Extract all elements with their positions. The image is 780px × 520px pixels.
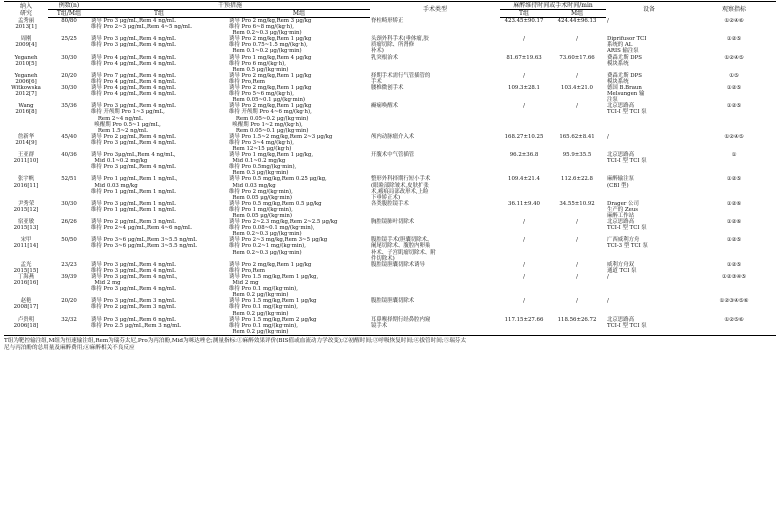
table-row bbox=[4, 176, 776, 200]
m-group-dosing-cell: 诱导 Pro 2 mg/kg,Rem 1 μg/kg 维持 Pro,Rem bbox=[229, 261, 312, 274]
outcomes-cell: ①②⑤ bbox=[726, 176, 742, 183]
cases-cell: 39/39 bbox=[61, 273, 77, 280]
header-cases: 例数(n) bbox=[58, 2, 80, 9]
equipment-cell: 北京思路高 TCI-I 型 TCI 泵 bbox=[607, 219, 647, 232]
t-group-time-cell: 117.15±27.66 bbox=[500, 317, 548, 336]
surgery-type-cell: 头颈外科手术(垂体瘤,胶 质瘤切除、所肾修 补术) bbox=[371, 36, 429, 55]
table-row bbox=[4, 134, 776, 152]
surgery-type-cell: 脊柱畸形矫正 bbox=[371, 17, 404, 24]
t-group-dosing-cell: 诱导 Pro 3~6 μg/mL,Rem 3~5.5 ng/mL 维持 Pro 3~6 μg/mL,Rem 3~5.5 ng/mL bbox=[91, 237, 197, 250]
equipment-cell: / bbox=[607, 17, 609, 24]
table-footnote: T组为靶控输注组,M组为恒速输注组,Rem为瑞芬太尼,Pro为丙泊酚,Mid为咪达唑仑;测量指标:①麻醉效果评价(BIS值或血流动力学改变);②初醒时间;③呼吸恢复时间;④拔管时间;⑤瑞芬太 尼与丙泊酚的总用量及麻醉费用;⑥麻醉相关不良反应 bbox=[4, 337, 467, 352]
m-group-dosing-cell: 诱导 Pro 2~2.3 mg/kg,Rem 2~2.5 μg/kg 维持 Pro 0.08~0.1 mg/(kg·min), Rem 0.2~0.3 μg/(kg·min) bbox=[229, 219, 338, 238]
cases-cell: 30/30 bbox=[61, 200, 77, 207]
cases-cell: 45/40 bbox=[61, 133, 77, 140]
table-row bbox=[4, 201, 776, 219]
m-group-dosing-cell: 诱导 Pro 2 mg/kg,Rem 1 μg/kg 维持 Pro 0.75~1.5 mg/(kg·h), Rem 0.1~0.2 μg/(kg·min) bbox=[229, 36, 312, 55]
m-group-dosing-cell: 诱导 Pro 1.5 mg/kg,Rem 2 μg/kg 维持 Pro 0.1 mg/(kg·min), Rem 0.2 μg/(kg·min) bbox=[228, 317, 370, 336]
header-cases-sub: T组/M组 bbox=[48, 10, 90, 18]
study-cell: 宿亚敏 2015[13] bbox=[13, 219, 39, 232]
t-group-time-cell: / bbox=[523, 219, 525, 226]
cases-cell: 26/26 bbox=[61, 219, 77, 226]
surgery-type-cell: 腹腔镜胆囊切除术 bbox=[371, 298, 415, 305]
m-group-time-cell: 103.4±21.0 bbox=[561, 85, 593, 92]
surgery-type-cell: 乳突根治术 bbox=[371, 54, 398, 61]
m-group-time-cell: / bbox=[576, 36, 578, 43]
header-t-group: T组 bbox=[90, 10, 228, 18]
equipment-cell: 费森尤斯 DPS 模块系统 bbox=[607, 72, 642, 85]
equipment-cell: 德国 B.Braun Melsungen 输 注泵 bbox=[607, 85, 645, 104]
study-cell: Yeganeh 2010[5] bbox=[14, 54, 38, 67]
surgery-type-cell: 耳鼻喉择期行经鼻腔内窥 镜手术 bbox=[370, 317, 500, 336]
cases-cell: 20/20 bbox=[61, 72, 77, 79]
t-group-dosing-cell: 诱导 Pro 3μg/mL,Rem 4 ng/mL, Mid 0.1~0.2 mg/kg 维持 Pro 3 μg/mL,Rem 4 ng/mL bbox=[91, 152, 176, 171]
m-group-time-cell: / bbox=[576, 261, 578, 268]
t-group-time-cell: / bbox=[523, 261, 525, 268]
cases-cell: 52/51 bbox=[61, 176, 77, 183]
outcomes-cell: ①②④⑤ bbox=[724, 133, 744, 140]
equipment-cell: / bbox=[607, 273, 609, 280]
t-group-time-cell: 423.45±90.17 bbox=[504, 18, 544, 24]
t-group-time-cell: / bbox=[523, 273, 525, 280]
table-row bbox=[4, 18, 776, 37]
outcomes-cell: ①②③④⑤ bbox=[721, 273, 747, 280]
study-cell: 赵艳 2008[17] bbox=[13, 298, 39, 311]
m-group-dosing-cell: 诱导 Pro 2 mg/kg,Rem 1 μg/kg 维持 开颅期 Pro 4~6 mg/(kg·h), Rem 0.05~0.2 μg/(kg·min) 唤醒期 Pro 1~2 mg/(kg·h), Rem 0.05~0.1 μg/(kg·min) bbox=[229, 103, 312, 134]
table-row bbox=[4, 262, 776, 274]
outcomes-cell: ①②⑤ bbox=[726, 36, 742, 43]
table-row bbox=[4, 298, 776, 316]
cases-cell: 25/25 bbox=[61, 36, 77, 43]
m-group-dosing-cell: 诱导 Pro 0.5 mg/kg,Rem 0.25 μg/kg, Mid 0.03 mg/kg 维持 Pro 2 mg/(kg·min), Rem 0.05 μg/(kg·min) bbox=[229, 176, 327, 201]
study-cell: 丁海燕 2016[16] bbox=[13, 273, 39, 287]
surgery-type-cell: 腹腔镜胆囊切除术诱导 bbox=[371, 261, 425, 268]
table-row bbox=[4, 274, 776, 298]
t-group-time-cell: / bbox=[523, 103, 525, 110]
m-group-dosing-cell: 诱导 Pro 1.5~2 mg/kg,Rem 2~3 μg/kg 维持 Pro 3~4 mg/(kg·h), Rem 12~15 μg/(kg·h) bbox=[229, 133, 333, 152]
m-group-time-cell: 112.6±22.8 bbox=[561, 176, 593, 183]
t-group-dosing-cell: 诱导 Pro 3 μg/mL,Rem 4 ng/mL, Mid 2 mg 维持 Pro 3 μg/mL,Rem 4 ng/mL bbox=[91, 273, 178, 293]
t-group-time-cell: 109.4±21.4 bbox=[508, 176, 540, 183]
study-cell: Wang 2016[8] bbox=[15, 103, 37, 116]
equipment-cell: 北京思路高 TCI-I 型 TCI 泵 bbox=[607, 152, 647, 165]
equipment-cell: 北京思路高 TCI-I 型 TCI 泵 bbox=[606, 317, 692, 336]
t-group-time-cell: 109.3±28.1 bbox=[508, 85, 540, 92]
outcomes-cell: ①②④⑤ bbox=[724, 54, 744, 61]
m-group-time-cell: / bbox=[576, 103, 578, 110]
table-row bbox=[4, 85, 776, 103]
outcomes-cell: ①②③④⑤⑥ bbox=[719, 298, 749, 305]
header-time-t: T组 bbox=[500, 10, 548, 18]
equipment-cell: 北京思路高 TCI-I 型 TCI 泵 bbox=[607, 103, 647, 116]
study-cell: 孟秀丽 2013[1] bbox=[15, 17, 37, 30]
table-row bbox=[4, 55, 776, 73]
table-row bbox=[4, 219, 776, 237]
m-group-time-cell: 95.9±35.5 bbox=[562, 152, 592, 159]
equipment-cell: / bbox=[607, 298, 609, 305]
study-cell: 詹新华 2014[9] bbox=[15, 133, 37, 146]
table-row bbox=[4, 103, 776, 133]
cases-cell: 23/23 bbox=[61, 261, 77, 268]
surgery-type-cell: 腰椎微创手术 bbox=[371, 85, 404, 92]
t-group-time-cell: / bbox=[523, 298, 525, 305]
equipment-cell: / bbox=[607, 133, 609, 140]
study-cell: 周刚 2009[4] bbox=[15, 36, 37, 49]
header-time: 麻醉维持时间或手术时间/min bbox=[513, 2, 593, 9]
m-group-dosing-cell: 诱导 Pro 1.5 mg/kg,Rem 1 μg/kg 维持 Pro 0.1 mg/(kg·min), Rem 0.2 μg/(kg·min) bbox=[229, 298, 317, 317]
m-group-time-cell: 165.62±8.41 bbox=[559, 133, 595, 140]
cases-cell: 35/36 bbox=[61, 103, 77, 110]
equipment-cell: 费森尤斯 DPS 模块系统 bbox=[607, 54, 642, 67]
outcomes-cell: ①②⑤ bbox=[726, 237, 742, 244]
header-study: 纳入 研究 bbox=[19, 2, 32, 17]
header-time-m: M组 bbox=[548, 10, 606, 18]
surgery-type-cell: 各类腹腔镜手术 bbox=[371, 200, 409, 207]
t-group-dosing-cell: 诱导 Pro 3 μg/mL,Rem 4 ng/mL 维持 Pro 3 μg/mL,Rem 4 ng/mL bbox=[91, 36, 176, 49]
t-group-dosing-cell: 诱导 Pro 3 μg/mL,Rem 4 ng/mL 维持 Pro 2~3 μg/mL,Rem 4~5 ng/mL bbox=[91, 18, 192, 31]
m-group-time-cell: 424.44±96.13 bbox=[557, 18, 597, 24]
t-group-dosing-cell: 诱导 Pro 1 μg/mL,Rem 1 ng/mL, Mid 0.03 mg/kg 维持 Pro 1 μg/mL,Rem 1 ng/mL bbox=[91, 176, 178, 195]
table-header bbox=[4, 2, 776, 18]
t-group-dosing-cell: 诱导 Pro 4 μg/mL,Rem 4 ng/mL 维持 Pro 4 μg/mL,Rem 4 ng/mL bbox=[91, 85, 176, 98]
table-row bbox=[4, 317, 776, 336]
outcomes-cell: ① bbox=[731, 152, 737, 159]
m-group-dosing-cell: 诱导 Pro 1.5 mg/kg,Rem 1 μg/kg, Mid 2 mg 维持 Pro 0.1 mg/(kg·min), Rem 0.2 μg/(kg·min) bbox=[229, 273, 319, 299]
cases-cell: 30/30 bbox=[61, 85, 77, 92]
header-surgery: 手术类型 bbox=[423, 6, 448, 14]
table-row bbox=[4, 73, 776, 85]
study-cell: 张宇帆 2016[11] bbox=[13, 176, 39, 189]
cases-cell: 40/36 bbox=[61, 152, 77, 159]
t-group-dosing-cell: 诱导 Pro 3 μg/mL,Rem 3 ng/mL 维持 Pro 2 μg/mL,Rem 3 ng/mL bbox=[91, 298, 176, 311]
m-group-time-cell: / bbox=[576, 298, 578, 305]
m-group-dosing-cell: 诱导 Pro 2~3 mg/kg,Rem 3~5 μg/kg 维持 Pro 0.2~1 mg/(kg·min), Rem 0.2~0.3 μg/(kg·min) bbox=[229, 237, 328, 256]
t-group-dosing-cell: 诱导 Pro 3 μg/mL,Rem 6 ng/mL 维持 Pro 2.5 μg/mL,Rem 3 ng/mL bbox=[90, 317, 228, 336]
m-group-dosing-cell: 诱导 Pro 2 mg/kg,Rem 1 μg/kg 维持 Pro 5~6 mg/(kg·h), Rem 0.05~0.1 μg/(kg·min) bbox=[229, 85, 312, 104]
table-row bbox=[4, 36, 776, 54]
study-cell: 王亚群 2011[10] bbox=[13, 152, 39, 165]
surgery-type-cell: 胸腔镜肺叶切除术 bbox=[371, 219, 415, 226]
t-group-dosing-cell: 诱导 Pro 2 μg/mL,Rem 3 ng/mL 维持 Pro 2~4 μg/mL,Rem 4~6 ng/mL bbox=[91, 219, 192, 232]
t-group-dosing-cell: 诱导 Pro 3 μg/mL,Rem 4 ng/mL 维持 开颅期 Pro 1~3 μg/mL, Rem 2~4 ng/mL 唤醒期 Pro 0.5~1 μg/mL, Rem 1.5~2 ng/mL bbox=[91, 103, 176, 134]
t-group-time-cell: / bbox=[523, 36, 525, 43]
outcomes-cell: ①②⑥ bbox=[726, 200, 742, 207]
surgery-type-cell: 癫痫唤醒术 bbox=[371, 103, 398, 110]
surgery-type-cell: 腹腔镜手术(胆囊切除术、 阑尾切除术、腹腔内卵巢 补术、子宫肌瘤切除术、附 件切除术) bbox=[371, 237, 436, 262]
m-group-dosing-cell: 诱导 Pro 1 mg/kg,Rem 4 μg/kg 维持 Pro 6 mg/(kg·h), Rem 0.5 μg/(kg·min) bbox=[229, 54, 312, 73]
m-group-time-cell: / bbox=[576, 219, 578, 226]
t-group-dosing-cell: 诱导 Pro 3 μg/mL,Rem 4 ng/mL 维持 Pro 3 μg/mL,Rem 4 ng/mL bbox=[91, 261, 176, 274]
table-row bbox=[4, 237, 776, 261]
surgery-type-cell: 开腹术中气管插管 bbox=[371, 152, 415, 159]
header-m-group: M组 bbox=[228, 10, 370, 18]
t-group-dosing-cell: 诱导 Pro 3 μg/mL,Rem 1 ng/mL 维持 Pro 1 μg/mL,Rem 1 ng/mL bbox=[91, 200, 176, 213]
surgery-type-cell bbox=[370, 274, 500, 298]
study-cell: Yeganeh 2006[6] bbox=[14, 72, 38, 85]
t-group-dosing-cell: 诱导 Pro 7 μg/mL,Rem 4 ng/mL 维持 Pro 4 μg/mL,Rem 4 ng/mL bbox=[91, 72, 176, 85]
outcomes-cell: ①⑤ bbox=[729, 72, 739, 79]
cases-cell: 32/32 bbox=[48, 317, 90, 336]
t-group-time-cell: 96.2±36.8 bbox=[509, 152, 539, 159]
header-intervention: 干预措施 bbox=[218, 2, 243, 9]
m-group-time-cell: / bbox=[576, 237, 578, 244]
cases-cell: 30/30 bbox=[61, 54, 77, 61]
equipment-cell: Drager 公司 生产的 Zeus 麻醉工作站 bbox=[607, 200, 639, 219]
cases-cell: 50/50 bbox=[61, 237, 77, 244]
outcomes-cell: ①②⑤ bbox=[726, 261, 742, 268]
study-cell: Witkowska 2012[7] bbox=[11, 85, 41, 98]
outcomes-cell: ①②④⑥ bbox=[724, 17, 744, 24]
outcomes-cell: ①②⑥ bbox=[726, 219, 742, 226]
equipment-cell: 广西威利方舟 TCI-3 型 TCI 泵 bbox=[607, 237, 648, 250]
cases-cell: 20/20 bbox=[61, 298, 77, 305]
m-group-dosing-cell: 诱导 Pro 0.5 mg/kg,Rem 0.5 μg/kg 维持 Pro 1 mg/(kg·min), Rem 0.05 μg/(kg·min) bbox=[229, 200, 322, 219]
surgery-type-cell: 择期手术需行气管插管的 手术 bbox=[371, 72, 431, 85]
m-group-time-cell: / bbox=[576, 273, 578, 280]
study-cell: 尹秀荣 2015[12] bbox=[13, 200, 39, 213]
included-studies-table bbox=[4, 1, 776, 336]
study-cell: 孟光 2015[15] bbox=[13, 261, 39, 274]
t-group-dosing-cell: 诱导 Pro 4 μg/mL,Rem 4 ng/mL 维持 Pro 4 μg/mL,Rem 4 ng/mL bbox=[91, 54, 176, 67]
t-group-time-cell: / bbox=[523, 237, 525, 244]
t-group-time-cell: 168.27±10.25 bbox=[504, 133, 544, 140]
t-group-dosing-cell: 诱导 Pro 2 μg/mL,Rem 4 ng/mL 维持 Pro 3 μg/mL,Rem 4 ng/mL bbox=[91, 133, 176, 146]
t-group-time-cell: 36.11±9.40 bbox=[508, 200, 540, 207]
equipment-cell: Diprifusor TCI 系统的 AL ARIS 输注泵 bbox=[607, 36, 647, 55]
equipment-cell: 威利方舟双 通道 TCI 泵 bbox=[607, 261, 637, 274]
header-outcomes: 观察指标 bbox=[722, 6, 747, 14]
outcomes-cell: ①②⑤ bbox=[726, 103, 742, 110]
cases-cell: 80/80 bbox=[61, 18, 77, 24]
study-cell: 宋甲 2011[14] bbox=[13, 237, 39, 250]
m-group-time-cell: 73.60±17.66 bbox=[559, 54, 595, 61]
m-group-time-cell: 34.55±10.92 bbox=[559, 200, 595, 207]
m-group-dosing-cell: 诱导 Pro 1 mg/kg,Rem 1 μg/kg, Mid 0.1~0.2 mg/kg 维持 Pro 0.5mg/(kg·min), Rem 0.3 μg/(kg·min) bbox=[229, 152, 314, 177]
literature-table-container bbox=[4, 1, 776, 353]
table-row bbox=[4, 152, 776, 176]
header-equipment: 设备 bbox=[643, 6, 656, 14]
surgery-type-cell: 颅内动脉瘤介入术 bbox=[371, 133, 415, 140]
m-group-time-cell: / bbox=[576, 72, 578, 79]
outcomes-cell: ①②⑤ bbox=[726, 85, 742, 92]
study-cell: 卢贵明 2006[18] bbox=[4, 317, 48, 336]
m-group-time-cell: 118.56±26.72 bbox=[548, 317, 606, 336]
outcomes-cell: ①②⑤⑥ bbox=[692, 317, 776, 336]
t-group-time-cell: / bbox=[523, 72, 525, 79]
surgery-type-cell: 整形外科择期行短小手术 (眼睑部除皱术,皮肤扩张 术,瘢痕局部改形术,上睑 下垂矫正术) bbox=[371, 176, 431, 201]
t-group-time-cell: 81.67±19.63 bbox=[506, 54, 542, 61]
table-body bbox=[4, 18, 776, 336]
m-group-dosing-cell: 诱导 Pro 2 mg/kg,Rem 1 μg/kg 维持 Pro,Rem bbox=[229, 72, 312, 85]
m-group-dosing-cell: 诱导 Pro 2 mg/kg,Rem 3 μg/kg 维持 Pro 6~8 mg/(kg·h), Rem 0.2~0.3 μg/(kg·min) bbox=[229, 18, 312, 37]
equipment-cell: 麻醉输注泵 (CBI 型) bbox=[607, 176, 634, 189]
